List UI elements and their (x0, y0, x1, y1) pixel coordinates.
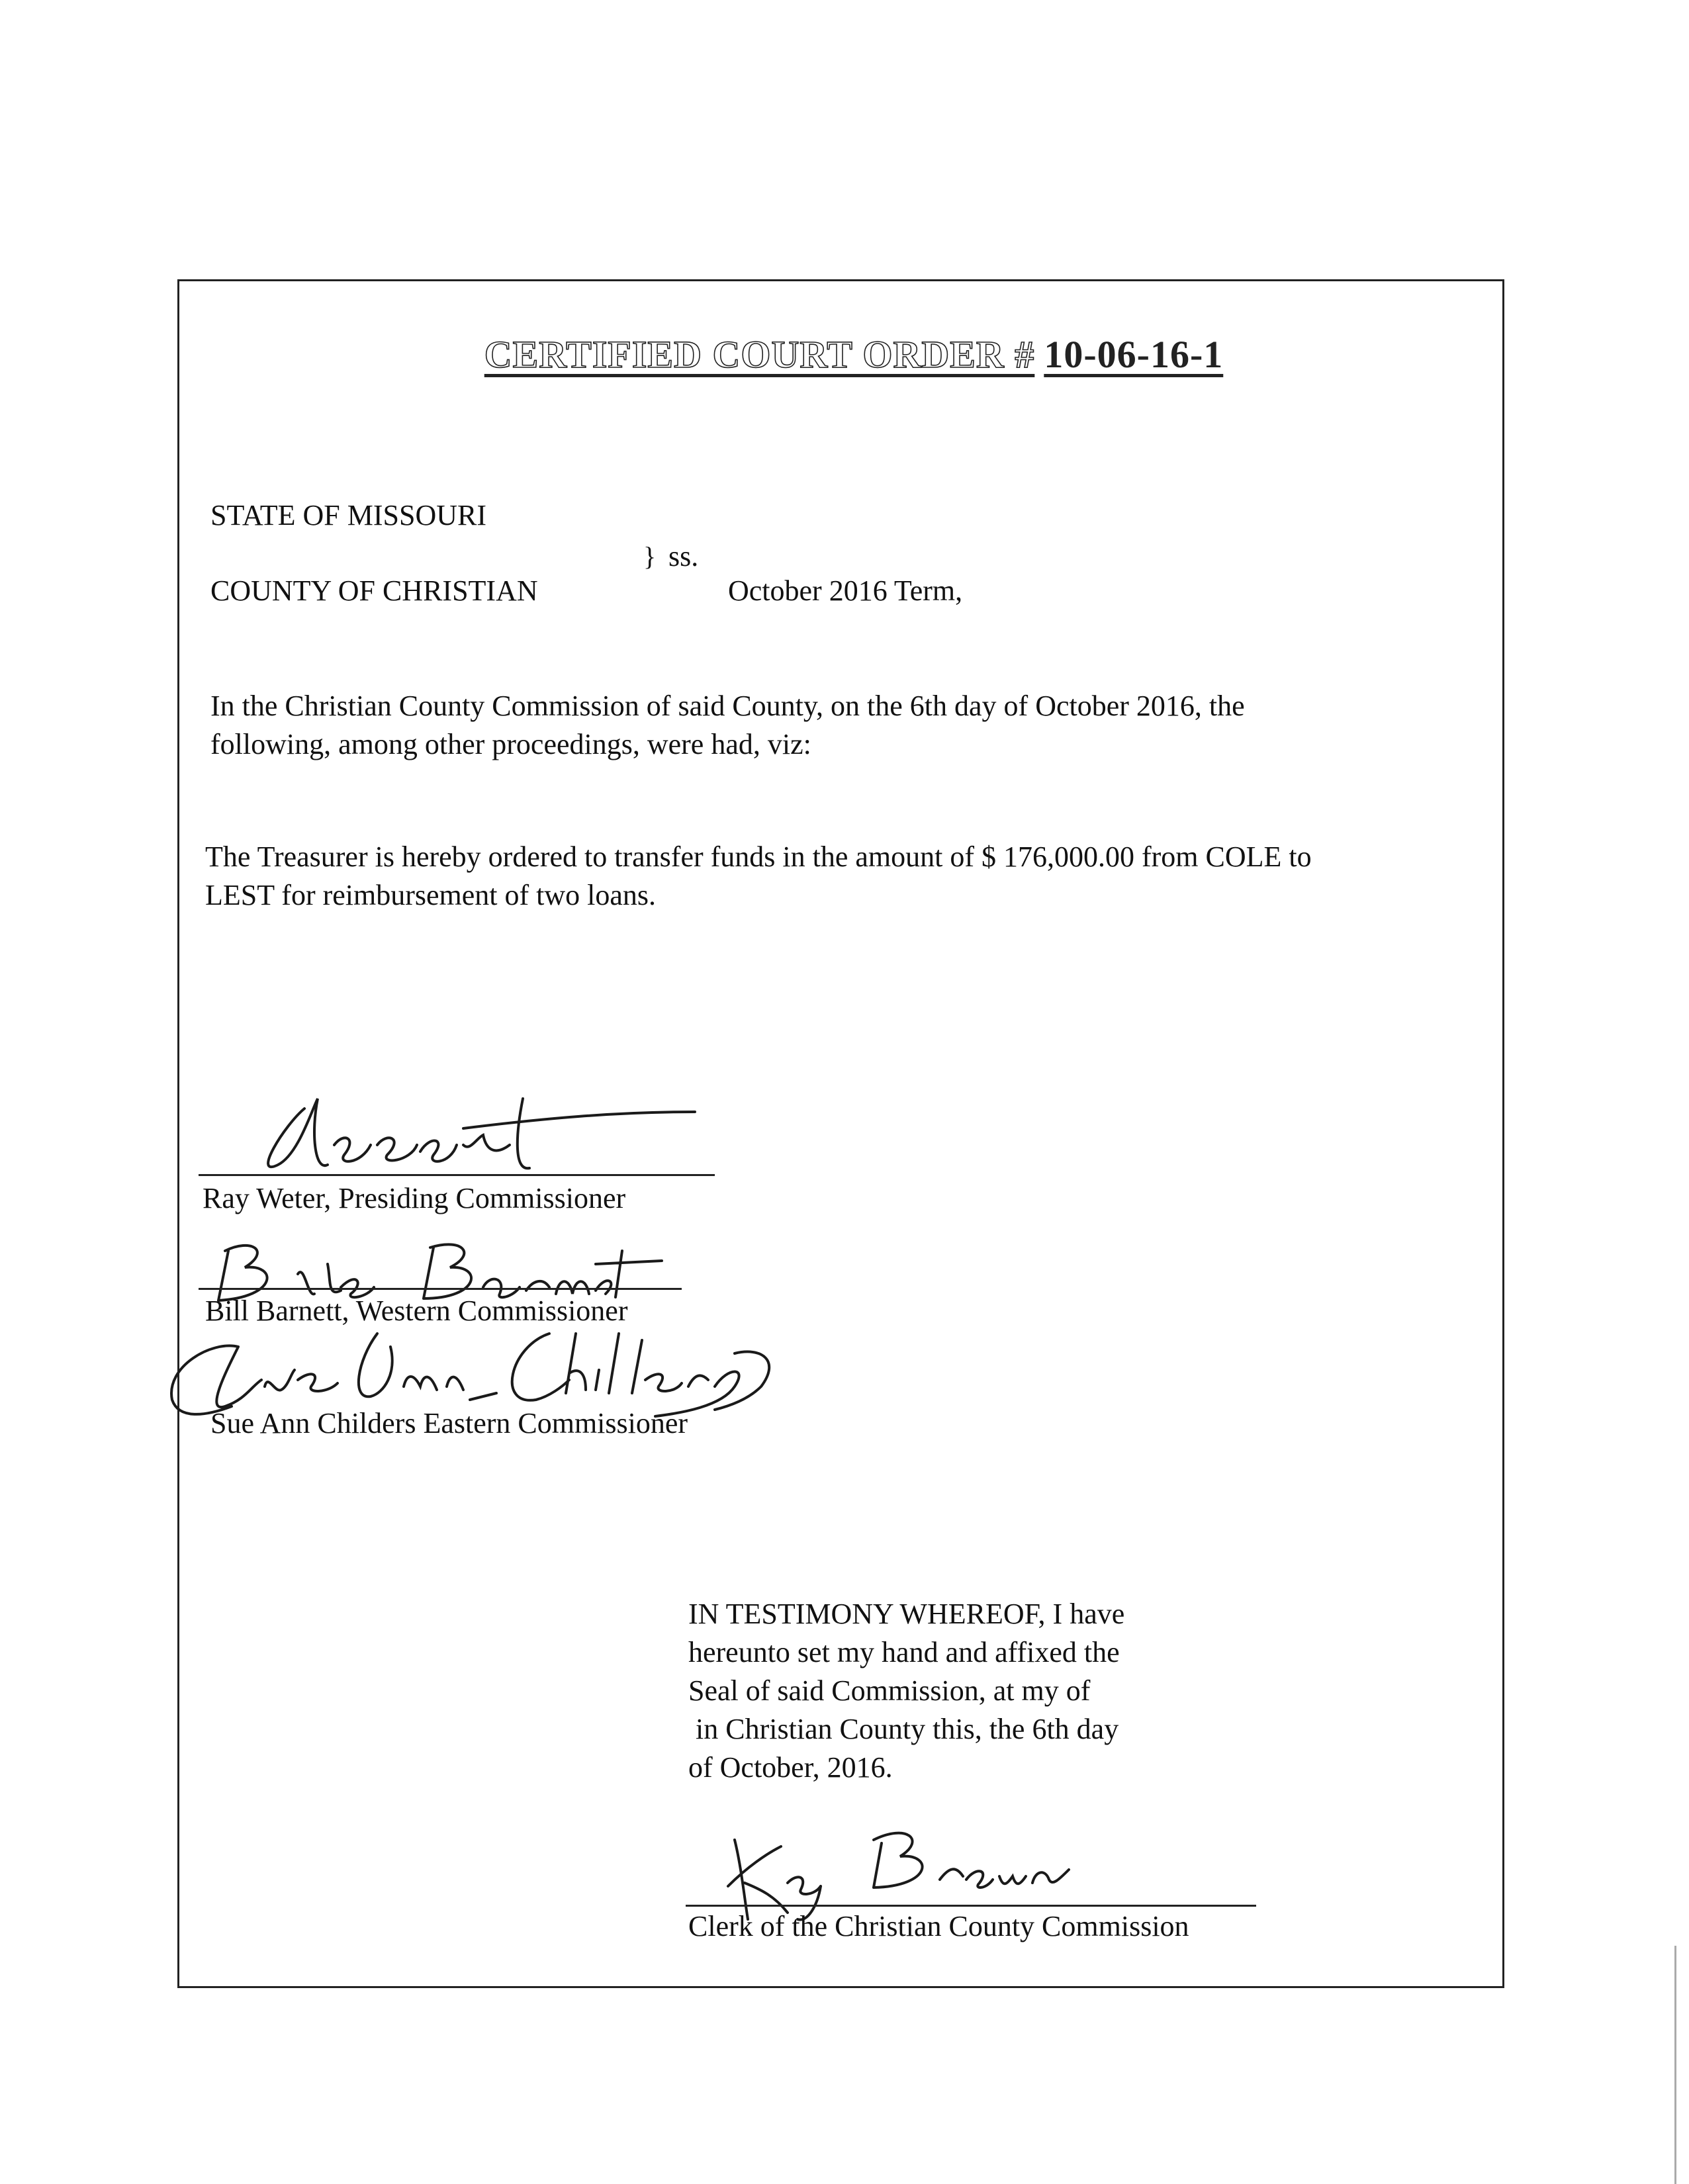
order-title (430, 332, 1277, 377)
intro-line-2: following, among other proceedings, were had, viz: (210, 728, 811, 760)
venue-ss: ss. (668, 540, 699, 572)
testimony-line-1: IN TESTIMONY WHEREOF, I have (688, 1598, 1125, 1630)
order-line-1: The Treasurer is hereby ordered to transfer funds in the amount of $ 176,000.00 from COLE to (205, 841, 1312, 873)
testimony-line-2: hereunto set my hand and affixed the (688, 1636, 1120, 1668)
signature-line-1 (199, 1174, 715, 1176)
venue-state: STATE OF MISSOURI (210, 499, 486, 531)
intro-line-1: In the Christian County Commission of said County, on the 6th day of October 2016, the (210, 690, 1245, 722)
order-number: 10-06-16-1 (1044, 333, 1224, 376)
order-line-2: LEST for reimbursement of two loans. (205, 879, 657, 911)
signature-line-2 (199, 1288, 682, 1290)
venue-county: COUNTY OF CHRISTIAN (210, 574, 538, 607)
signer-3-name: Sue Ann Childers Eastern Commissioner (210, 1407, 688, 1439)
venue-term: October 2016 Term, (728, 574, 963, 607)
venue-brace: } (643, 541, 657, 571)
signer-2-name: Bill Barnett, Western Commissioner (205, 1295, 628, 1327)
signer-1-name: Ray Weter, Presiding Commissioner (203, 1182, 626, 1214)
clerk-signature-line (686, 1905, 1256, 1907)
absent-handwriting-signature (245, 1072, 708, 1191)
testimony-line-4: in Christian County this, the 6th day (688, 1713, 1119, 1745)
testimony-line-3: Seal of said Commission, at my of (688, 1674, 1091, 1707)
clerk-title: Clerk of the Christian County Commission (688, 1910, 1189, 1942)
testimony-line-5: of October, 2016. (688, 1751, 893, 1784)
scan-edge-artifact (1674, 1946, 1676, 2184)
order-title-label: CERTIFIED COURT ORDER # (484, 333, 1035, 376)
